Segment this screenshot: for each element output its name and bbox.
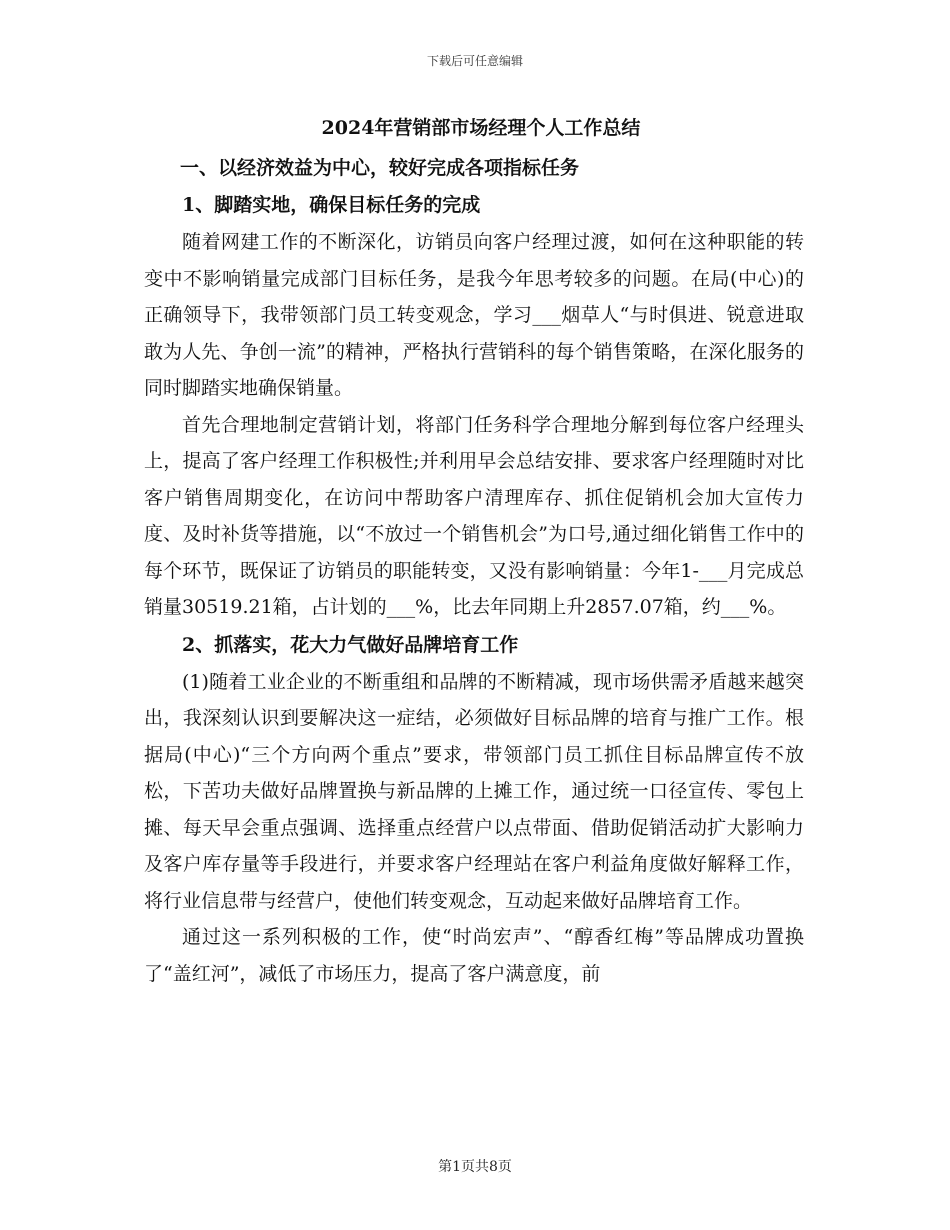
document-title: 2024年营销部市场经理个人工作总结 — [321, 117, 641, 139]
paragraph: (1)随着工业企业的不断重组和品牌的不断精减，现市场供需矛盾越来越突出，我深刻认识到要解决这一症结，必须做好目标品牌的培育与推广工作。根据局(中心)“三个方向两个重点”要求，带领部门员工抓住目标品牌宣传不放松，下苦功夫做好品牌置换与新品牌的上摊工作，通过统一口径宣传、零包上摊、每天早会重点强调、选择重点经营户以点带面、借助促销活动扩大影响力及客户库存量等手段进行，并要求客户经理站在客户利益角度做好解释工作，将行业信息带与经营户，使他们转变观念，互动起来做好品牌培育工作。 — [144, 670, 804, 912]
section-heading-1: 一、以经济效益为中心，较好完成各项指标任务 — [180, 157, 580, 179]
paragraph: 通过这一系列积极的工作，使“时尚宏声”、“醇香红梅”等品牌成功置换了“盖红河”，减低了市场压力，提高了客户满意度，前 — [144, 926, 804, 985]
subsection-heading-1: 1、脚踏实地，确保目标任务的完成 — [182, 194, 481, 216]
page-number: 第1页共8页 — [438, 1159, 512, 1175]
paragraph: 随着网建工作的不断深化，访销员向客户经理过渡，如何在这种职能的转变中不影响销量完成部门目标任务，是我今年思考较多的问题。在局(中心)的正确领导下，我带领部门员工转变观念，学习___烟草人“与时俱进、锐意进取敢为人先、争创一流”的精神，严格执行营销科的每个销售策略，在深化服务的同时脚踏实地确保销量。 — [144, 231, 804, 399]
document-body — [144, 106, 804, 992]
header-note: 下载后可任意编辑 — [426, 54, 523, 68]
paragraph: 首先合理地制定营销计划，将部门任务科学合理地分解到每位客户经理头上，提高了客户经理工作积极性;并利用早会总结安排、要求客户经理随时对比客户销售周期变化，在访问中帮助客户清理库存、抓住促销机会加大宣传力度、及时补货等措施，以“不放过一个销售机会”为口号,通过细化销售工作中的每个环节，既保证了访销员的职能转变，又没有影响销量：今年1-___月完成总销量30519.21箱，占计划的___%，比去年同期上升2857.07箱，约___%。 — [144, 413, 804, 618]
subsection-heading-2: 2、抓落实，花大力气做好品牌培育工作 — [182, 633, 519, 656]
